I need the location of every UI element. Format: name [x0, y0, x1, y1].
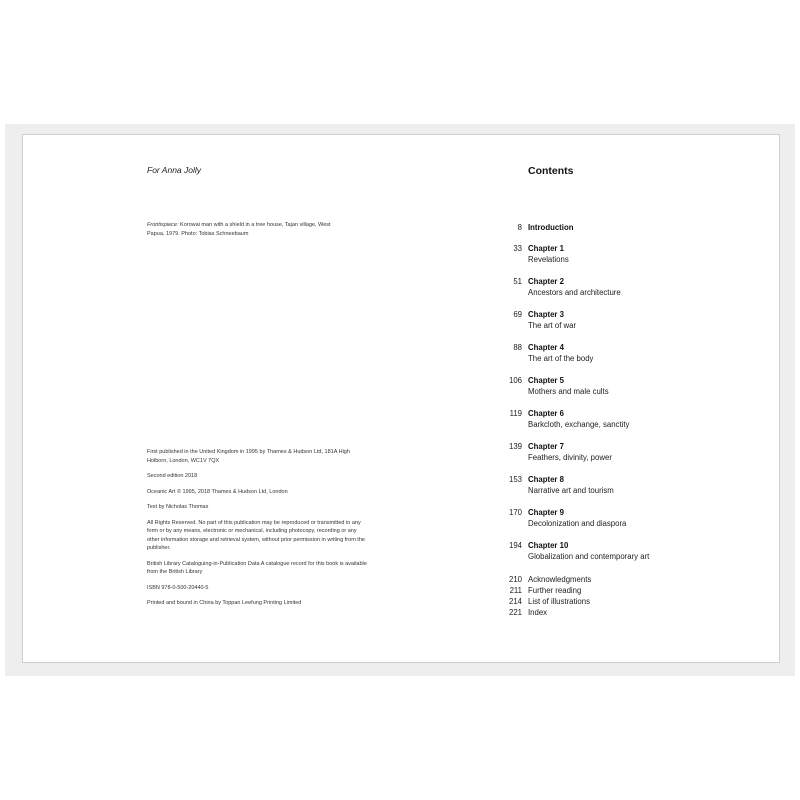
imprint: [147, 448, 367, 615]
toc-chapter-label: Chapter 1: [528, 244, 564, 253]
toc-entry-label: Acknowledgments: [528, 575, 592, 584]
toc-chapter-label: Chapter 7: [528, 442, 564, 451]
toc-chapter-label: Chapter 9: [528, 508, 564, 517]
toc-page-number: 153: [508, 475, 522, 484]
imprint-edition: Second edition 2018: [147, 473, 198, 479]
toc-chapter-title: The art of the body: [528, 354, 594, 363]
toc-chapter-title: The art of war: [528, 321, 577, 330]
toc-page-number: 69: [513, 310, 522, 319]
toc-entry-label: List of illustrations: [528, 597, 590, 606]
book-spread: [22, 134, 780, 663]
toc-entry-label: Introduction: [528, 223, 574, 232]
dedication: For Anna Jolly: [147, 165, 202, 175]
imprint-cip: British Library Cataloguing-in-Publication Data A catalogue record for this book is available from the British Library: [147, 560, 367, 575]
imprint-publisher: First published in the United Kingdom in 1995 by Thames & Hudson Ltd, 181A High Holborn, London, WC1V 7QX: [147, 449, 350, 464]
toc-page-number: 210: [508, 575, 522, 584]
toc-page-number: 170: [508, 508, 522, 517]
toc-page-number: 119: [509, 409, 522, 418]
toc-entry-label: Index: [528, 608, 548, 617]
toc-page-number: 106: [508, 376, 522, 385]
toc-chapter-label: Chapter 4: [528, 343, 564, 352]
right-page: [402, 135, 781, 662]
toc-chapter-title: Narrative art and tourism: [528, 486, 614, 495]
contents-title: Contents: [528, 165, 574, 177]
frontispiece-text: Korowai man with a shield in a tree house, Tajan village, West Papua, 1979. Photo: Tobias Schneebaum: [147, 222, 331, 237]
imprint-printer: Printed and bound in China by Toppan Leefung Printing Limited: [147, 600, 302, 606]
imprint-copyright: Oceanic Art © 1995, 2018 Thames & Hudson Ltd, London: [147, 488, 288, 495]
toc-chapter-label: Chapter 5: [528, 376, 564, 385]
imprint-author: Text by Nicholas Thomas: [147, 504, 209, 510]
toc-page-number: 88: [513, 343, 522, 352]
toc-chapter-label: Chapter 8: [528, 475, 564, 484]
toc-page-number: 8: [517, 223, 522, 232]
imprint-rights: All Rights Reserved. No part of this publication may be reproduced or transmitted in any form or by any means, electronic or mechanical, including photocopy, recording or any other information storage and retrieval system, without prior permission in writing from the publisher.: [147, 519, 365, 551]
toc-chapter-label: Chapter 10: [528, 541, 569, 550]
toc-chapter-title: Feathers, divinity, power: [528, 453, 612, 462]
toc-page-number: 139: [508, 442, 522, 451]
toc-page-number: 221: [508, 608, 522, 617]
toc-chapter-label: Chapter 6: [528, 409, 564, 418]
frontispiece-caption: [147, 221, 337, 238]
toc-chapter-title: Barkcloth, exchange, sanctity: [528, 420, 630, 429]
toc-page-number: 194: [508, 541, 522, 550]
left-page: [23, 135, 402, 662]
toc-page-number: 33: [513, 244, 522, 253]
toc-page-number: 214: [508, 597, 522, 606]
frontispiece-label: Frontispiece:: [147, 222, 179, 228]
toc-chapter-title: Globalization and contemporary art: [528, 552, 650, 561]
toc-page-number: 51: [513, 277, 522, 286]
toc-chapter-title: Revelations: [528, 255, 569, 264]
toc-chapter-title: Decolonization and diaspora: [528, 519, 627, 528]
imprint-isbn: ISBN 978-0-500-20440-5: [147, 584, 209, 591]
toc-page-number: 211: [509, 586, 522, 595]
toc-entry-label: Further reading: [528, 586, 582, 595]
toc-chapter-title: Ancestors and architecture: [528, 288, 621, 297]
toc-chapter-label: Chapter 3: [528, 310, 564, 319]
toc-chapter-label: Chapter 2: [528, 277, 564, 286]
toc-chapter-title: Mothers and male cults: [528, 387, 609, 396]
